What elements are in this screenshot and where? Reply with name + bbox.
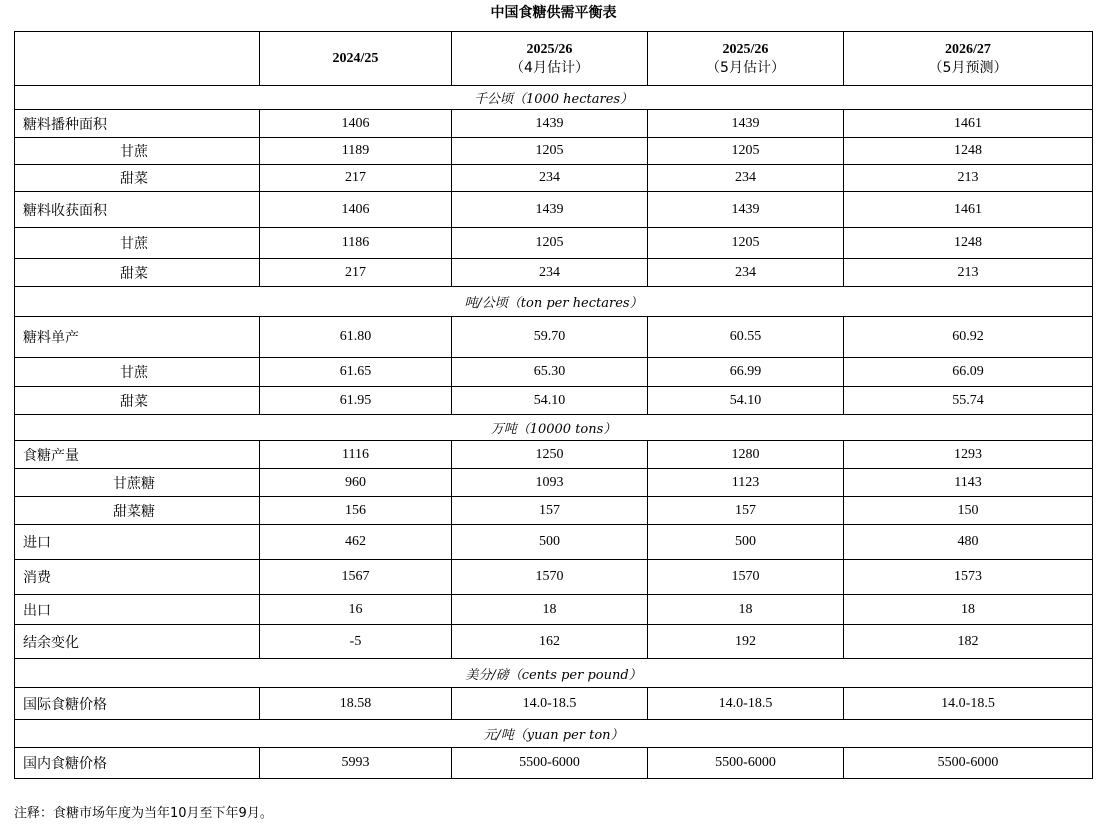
row-label: 甜菜糖: [15, 497, 260, 525]
table-title: 中国食糖供需平衡表: [490, 5, 617, 21]
table-cell: 61.80: [260, 317, 452, 358]
table-cell: 960: [260, 469, 452, 497]
row-label: 甘蔗: [15, 138, 260, 165]
table-cell: 156: [260, 497, 452, 525]
table-row: [15, 138, 1093, 165]
table-cell: 1248: [844, 138, 1093, 165]
table-cell: 1250: [452, 441, 648, 469]
table-cell: 60.92: [844, 317, 1093, 358]
row-label: 糖料单产: [15, 317, 260, 358]
table-row: [15, 748, 1093, 779]
unit-row: [15, 86, 1093, 110]
table-row: [15, 110, 1093, 138]
table-cell: 5500-6000: [452, 748, 648, 779]
table-cell: 61.65: [260, 358, 452, 387]
table-cell: 1461: [844, 192, 1093, 228]
table-cell: 59.70: [452, 317, 648, 358]
row-label: 进口: [15, 525, 260, 560]
table-cell: 14.0-18.5: [844, 688, 1093, 720]
table-row: [15, 595, 1093, 625]
unit-row: [15, 287, 1093, 317]
unit-label: 美分/磅（cents per pound）: [15, 659, 1093, 688]
table-cell: 1406: [260, 192, 452, 228]
row-label: 结余变化: [15, 625, 260, 659]
row-label: 甜菜: [15, 165, 260, 192]
table-cell: 1570: [452, 560, 648, 595]
header-label: 2026/27: [945, 41, 991, 57]
header-2025-26-apr: [452, 32, 648, 86]
table-cell: 1439: [452, 192, 648, 228]
header-sub: （5月预测）: [928, 59, 1008, 76]
table-cell: 213: [844, 259, 1093, 287]
table-cell: 55.74: [844, 387, 1093, 415]
header-blank: [15, 32, 260, 86]
table-row: [15, 497, 1093, 525]
table-cell: 14.0-18.5: [648, 688, 844, 720]
table-cell: 1280: [648, 441, 844, 469]
table-cell: 1205: [648, 228, 844, 259]
table-cell: 500: [452, 525, 648, 560]
table-cell: 14.0-18.5: [452, 688, 648, 720]
table-cell: 1143: [844, 469, 1093, 497]
table-cell: 1116: [260, 441, 452, 469]
table-cell: 217: [260, 259, 452, 287]
table-cell: 234: [452, 165, 648, 192]
header-row: [15, 32, 1093, 86]
table-cell: 1406: [260, 110, 452, 138]
table-cell: 1248: [844, 228, 1093, 259]
table-cell: 1570: [648, 560, 844, 595]
table-row: [15, 192, 1093, 228]
table-cell: 5500-6000: [648, 748, 844, 779]
table-cell: 1186: [260, 228, 452, 259]
row-label: 国内食糖价格: [15, 748, 260, 779]
row-label: 甜菜: [15, 259, 260, 287]
row-label: 糖料收获面积: [15, 192, 260, 228]
table-row: [15, 387, 1093, 415]
table-cell: 65.30: [452, 358, 648, 387]
table-cell: 1461: [844, 110, 1093, 138]
table-cell: 60.55: [648, 317, 844, 358]
row-label: 消费: [15, 560, 260, 595]
row-label: 甘蔗糖: [15, 469, 260, 497]
table-row: [15, 228, 1093, 259]
table-cell: 1439: [452, 110, 648, 138]
table-cell: 18: [844, 595, 1093, 625]
table-cell: 217: [260, 165, 452, 192]
unit-label: 吨/公顷（ton per hectares）: [15, 287, 1093, 317]
table-row: [15, 469, 1093, 497]
row-label: 甘蔗: [15, 228, 260, 259]
unit-row: [15, 415, 1093, 441]
table-cell: 182: [844, 625, 1093, 659]
unit-label: 元/吨（yuan per ton）: [15, 720, 1093, 748]
table-cell: 54.10: [452, 387, 648, 415]
table-cell: 1439: [648, 110, 844, 138]
table-cell: 1205: [452, 138, 648, 165]
table-cell: 18: [452, 595, 648, 625]
table-cell: 1205: [452, 228, 648, 259]
table-row: [15, 165, 1093, 192]
table-cell: 1293: [844, 441, 1093, 469]
table-cell: 5993: [260, 748, 452, 779]
sugar-balance-table: [14, 31, 1093, 779]
table-cell: 157: [452, 497, 648, 525]
unit-label: 万吨（10000 tons）: [15, 415, 1093, 441]
table-cell: 1093: [452, 469, 648, 497]
table-cell: 192: [648, 625, 844, 659]
table-cell: 1123: [648, 469, 844, 497]
table-cell: 162: [452, 625, 648, 659]
table-cell: 462: [260, 525, 452, 560]
row-label: 甘蔗: [15, 358, 260, 387]
table-row: [15, 560, 1093, 595]
row-label: 甜菜: [15, 387, 260, 415]
table-row: [15, 317, 1093, 358]
header-label: 2025/26: [722, 41, 769, 57]
table-row: [15, 259, 1093, 287]
table-cell: 1573: [844, 560, 1093, 595]
table-row: [15, 441, 1093, 469]
unit-row: [15, 659, 1093, 688]
table-cell: 157: [648, 497, 844, 525]
header-label: 2024/25: [332, 51, 379, 66]
table-cell: 234: [648, 165, 844, 192]
table-cell: 61.95: [260, 387, 452, 415]
header-sub: （4月估计）: [510, 59, 589, 76]
table-row: [15, 525, 1093, 560]
table-cell: 1189: [260, 138, 452, 165]
table-cell: 66.99: [648, 358, 844, 387]
header-2026-27-may: [844, 32, 1093, 86]
table-cell: 480: [844, 525, 1093, 560]
table-cell: 1439: [648, 192, 844, 228]
unit-label: 千公顷（1000 hectares）: [15, 86, 1093, 110]
header-2024-25: [260, 32, 452, 86]
footnote: 注释：食糖市场年度为当年10月至下年9月。: [14, 806, 273, 821]
header-2025-26-may: [648, 32, 844, 86]
row-label: 食糖产量: [15, 441, 260, 469]
table-cell: 16: [260, 595, 452, 625]
table-cell: 150: [844, 497, 1093, 525]
table-cell: 1205: [648, 138, 844, 165]
table-cell: -5: [260, 625, 452, 659]
table-cell: 66.09: [844, 358, 1093, 387]
table-cell: 500: [648, 525, 844, 560]
unit-row: [15, 720, 1093, 748]
table-cell: 18.58: [260, 688, 452, 720]
table-row: [15, 688, 1093, 720]
table-row: [15, 358, 1093, 387]
header-sub: （5月估计）: [706, 59, 785, 76]
header-label: 2025/26: [526, 41, 573, 57]
table-cell: 234: [648, 259, 844, 287]
row-label: 出口: [15, 595, 260, 625]
table-cell: 234: [452, 259, 648, 287]
table-cell: 54.10: [648, 387, 844, 415]
table-cell: 18: [648, 595, 844, 625]
row-label: 糖料播种面积: [15, 110, 260, 138]
table-cell: 1567: [260, 560, 452, 595]
row-label: 国际食糖价格: [15, 688, 260, 720]
table-cell: 213: [844, 165, 1093, 192]
table-row: [15, 625, 1093, 659]
table-cell: 5500-6000: [844, 748, 1093, 779]
